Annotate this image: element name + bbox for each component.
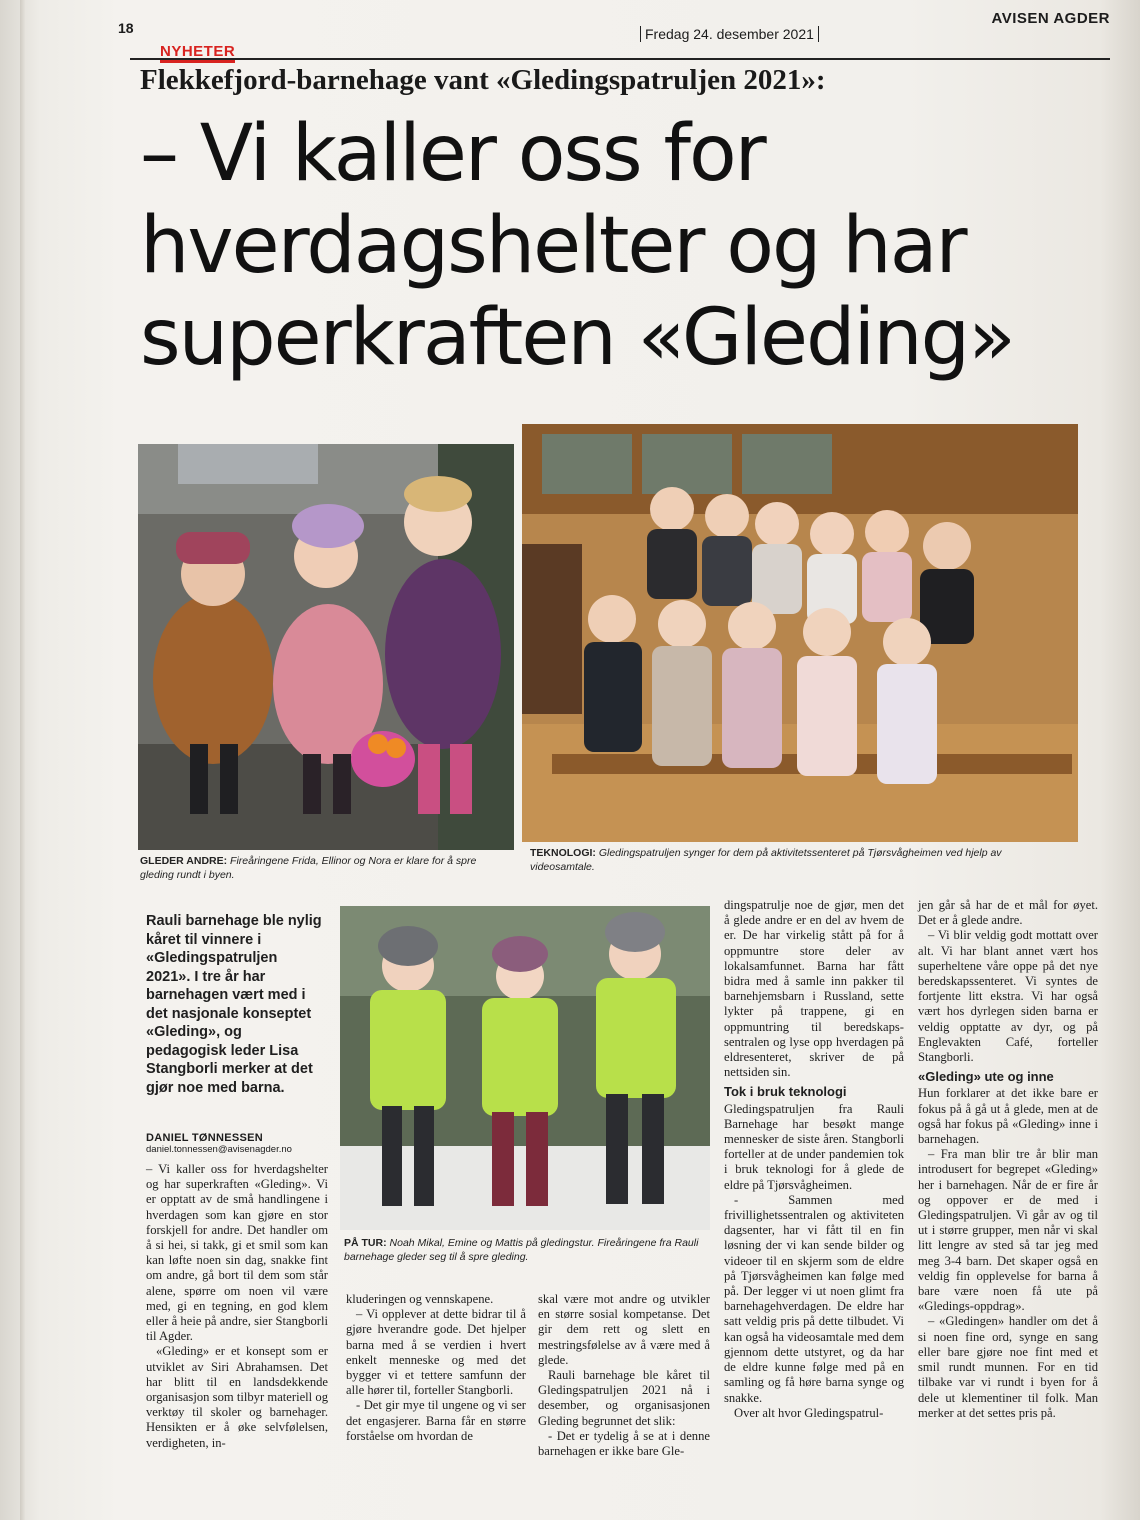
body-paragraph: dingspatrulje noe de gjør, men det å glede andre er en del av hvem de er. De har virkelig stått på for å oppmuntre store deler av lokalsamfunnet. Barna har fått bidra med å samle inn pakker til barnehjemsbarn i Russland, sette lykter på trappene, gi en oppmuntring til beredskaps-sentralen og lyse opp hverdagen på eldresenteret, skriver de på nettsiden sin. [724, 898, 904, 1080]
body-paragraph: - Det gir mye til ungene og vi ser det engasjerer. Barna får en større forståelse om hvordan de [346, 1398, 526, 1443]
body-paragraph: «Gleding» er et konsept som er utviklet av Siri Abrahamsen. Det har blitt til en landsdekkende organisasjon som tilbyr materiell og verktøy til skoler og barnehager. Hensikten er å øke selvfølelsen, verdigheten, in- [146, 1344, 328, 1450]
body-paragraph: Hun forklarer at det ikke bare er fokus på å gå ut å glede, men at de også har fokus på «Gleding» inne i barnehagen. [918, 1086, 1098, 1147]
photo-vests-illustration [340, 906, 710, 1230]
article-kicker: Flekkefjord-barnehage vant «Gledingspatruljen 2021»: [140, 64, 826, 96]
body-paragraph: kluderingen og vennskapene. [346, 1292, 494, 1306]
subheading-teknologi: Tok i bruk teknologi [724, 1084, 847, 1100]
photo-kids-vests [340, 906, 710, 1230]
page-number: 18 [118, 20, 134, 36]
caption-text-left: Fireåringene Frida, Ellinor og Nora er klare for å spre gleding rundt i byen. [140, 855, 477, 881]
caption-label-center: PÅ TUR: [344, 1237, 387, 1249]
publication-name: AVISEN AGDER [991, 10, 1110, 27]
photo-girls-illustration [138, 444, 514, 850]
body-paragraph: skal være mot andre og utvikler en større sosial kompetanse. Det gir dem rett og slett en mestringsfølelse av å være med å glede. [538, 1292, 710, 1367]
body-paragraph: – «Gledingen» handler om det å si noen fine ord, synge en sang eller bare gjøre noe fint med et smil rundt munnen. For en tid tilbake var vi rundt i byen for å dele ut klementiner til folk. Man merker at det settes pris på. [918, 1314, 1098, 1420]
photo-caption-right [530, 846, 1050, 874]
author-name: DANIEL TØNNESSEN [146, 1132, 264, 1144]
caption-text-center: Noah Mikal, Emine og Mattis på gledingstur. Fireåringene fra Rauli barnehage gleder seg til å spre gleding. [344, 1237, 699, 1263]
photo-caption-center [344, 1236, 706, 1264]
body-paragraph: - Det er tydelig å se at i denne barnehagen er ikke bare Gle- [538, 1428, 710, 1459]
section-label: NYHETER [160, 44, 235, 63]
subheading-gleding: «Gleding» ute og inne [918, 1069, 1054, 1085]
body-paragraph: – Vi kaller oss for hverdagshelter og har superkraften «Gleding». Vi er opptatt av de små handlingene i hverdagen som kan gjøre en stor forskjell for andre. Det handler om å si hei, si takk, gi et smil som kan kan løfte noen sin dag, snakke fint om andre, gå bort til dem som står alene, spørre om noen vil være med, gi en tegning, en god klem eller å heie på andre, sier Stangborli til Agder. [146, 1162, 328, 1344]
body-paragraph: – Fra man blir tre år blir man introdusert for begrepet «Gleding» her i barnehagen. Når de er fire år og oppover er de med i Gledingspatruljen. Vi går av og til ut i større grupper, men når vi skal litt lengre av sted så tar jeg med meg 3-4 barn. Det skaper også en veldig fin opplevelse for barna å bare være noen få ute på «Gledings-oppdrag». [918, 1147, 1098, 1314]
issue-date: Fredag 24. desember 2021 [640, 26, 819, 42]
photo-kids-illustration [522, 424, 1078, 842]
article-headline: – Vi kaller oss for hverdagshelter og har superkraften «Gleding» [140, 109, 1014, 383]
body-paragraph: Over alt hvor Gledingspatrul- [734, 1405, 884, 1420]
body-paragraph: Rauli barnehage ble kåret til Gledingspatruljen 2021 nå i desember, og organisasjonen Gleding begrunnet det slik: [538, 1368, 710, 1428]
body-paragraph: – Vi opplever at dette bidrar til å gjøre hverandre gode. Det hjelper barna med å se verdien i hvert enkelt menneske og med det bygger vi et tettere samfunn der alle hører til, forteller Stangborli. [346, 1307, 526, 1398]
photo-caption-left [140, 854, 510, 882]
body-column-2 [346, 1292, 526, 1444]
page-fold [20, 0, 26, 1520]
byline [146, 1132, 324, 1155]
photo-girls-outdoors [138, 444, 514, 850]
body-column-4 [918, 898, 1098, 1421]
photo-kids-bench [522, 424, 1078, 842]
article-lead: Rauli barnehage ble nylig kåret til vinnere i «Gledingspatruljen 2021». I tre år har barnehagen vært med i det nasjonale konseptet «Gleding», og pedagogisk leder Lisa Stangborli merker at det gjør noe med barna. [146, 913, 322, 1096]
masthead [118, 10, 1110, 60]
caption-label-right: TEKNOLOGI: [530, 847, 596, 859]
body-column-1 [146, 1162, 328, 1451]
body-paragraph: - Sammen med frivillighetssentralen og aktiviteten dagsenter, har vi fått til en fin løsning der vi kan sende bilder og videoer til en skjerm som de eldre på Tjørsvågheimen kan følge med på. Der legger vi ut noen glimt fra barnehagehverdagen. De eldre har satt veldig pris på dette tilbudet. Vi kan også ha videosamtale med dem gjennom dette utstyret, og da har de eldre kunne følge med på en samling og få høre barna synge og snakke. [724, 1192, 904, 1405]
body-paragraph: – Vi blir veldig godt mottatt over alt. Vi har blant annet vært hos superheltene våre oppe på det nye beredskapssenteret. Vi syntes de fortjente litt ekstra. Vi har også vært hos dyrlegen siden barna er veldig opptatte av dyr, og på Englevakten Café, forteller Stangborli. [918, 928, 1098, 1065]
body-paragraph: Gledingspatruljen fra Rauli Barnehage har besøkt mange mennesker de siste åren. Stangborli forteller at de under pandemien tok i bruk teknologi for å glede de eldre på Tjørsvågheimen. [724, 1101, 904, 1192]
body-column-3 [724, 898, 904, 1421]
body-paragraph: jen går så har de et mål for øyet. Det er å glede andre. [918, 898, 1098, 928]
caption-label-left: GLEDER ANDRE: [140, 855, 228, 867]
author-email: daniel.tonnessen@avisenagder.no [146, 1144, 292, 1155]
caption-text-right: Gledingspatruljen synger for dem på aktivitetssenteret på Tjørsvågheimen ved hjelp av videosamtale. [530, 847, 1002, 873]
body-column-3-lower [538, 1292, 710, 1459]
